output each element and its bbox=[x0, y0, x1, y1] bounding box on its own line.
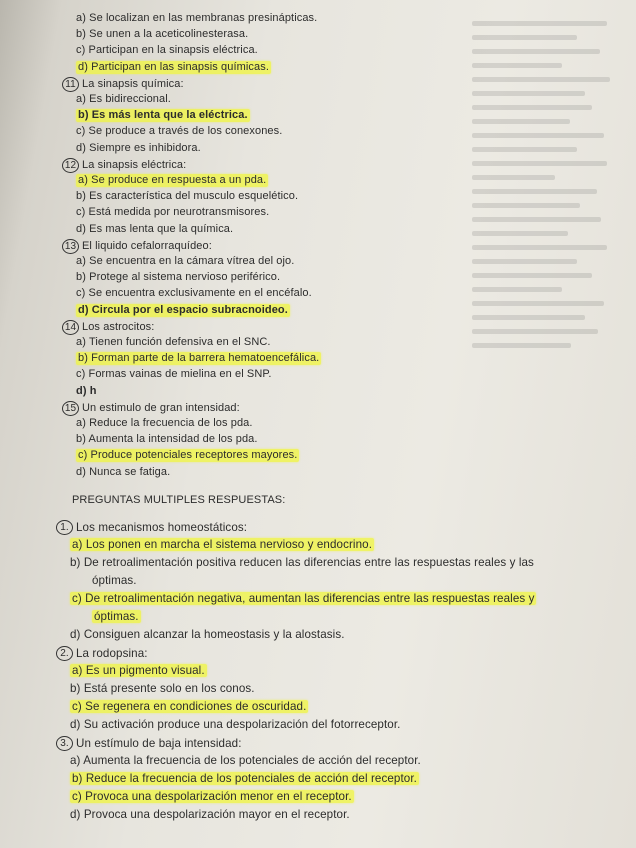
question-number-circle: 15 bbox=[62, 401, 79, 416]
highlighted-text: d) Participan en las sinapsis químicas. bbox=[78, 60, 269, 73]
line-text: b) Está presente solo en los conos. bbox=[70, 682, 255, 695]
highlighted-text: c) Se regenera en condiciones de oscuridad. bbox=[72, 700, 307, 713]
line-text: La sinapsis eléctrica: bbox=[82, 159, 187, 172]
answer-option bbox=[76, 28, 248, 41]
highlighted-text: a) Se produce en respuesta a un pda. bbox=[78, 174, 267, 186]
line-text: b) Aumenta la intensidad de los pda. bbox=[76, 433, 258, 446]
answer-option bbox=[76, 223, 233, 236]
highlighted-text: b) Forman parte de la barrera hematoencefálica. bbox=[78, 352, 320, 365]
question-number-circle: 2. bbox=[56, 646, 73, 661]
highlighted-text: c) De retroalimentación negativa, aumentan las diferencias entre las respuestas reales y bbox=[72, 592, 535, 605]
line-text: El liquido cefalorraquídeo: bbox=[82, 240, 212, 253]
line-text: c) Se produce a través de los conexones. bbox=[76, 125, 283, 138]
question-number-circle: 3. bbox=[56, 736, 73, 751]
line-text: b) Se unen a la aceticolinesterasa. bbox=[76, 28, 249, 41]
question-heading bbox=[62, 77, 184, 92]
answer-option bbox=[70, 700, 308, 713]
answer-option bbox=[76, 433, 258, 446]
line-text: c) Está medida por neurotransmisores. bbox=[76, 206, 270, 219]
answer-option bbox=[76, 109, 250, 122]
question-heading bbox=[56, 736, 242, 751]
section-title: PREGUNTAS MULTIPLES RESPUESTAS: bbox=[72, 494, 286, 506]
line-text: óptimas. bbox=[92, 574, 137, 587]
highlighted-text: d) Circula por el espacio subracnoideo. bbox=[78, 303, 288, 316]
answer-option bbox=[92, 574, 137, 587]
question-heading bbox=[62, 401, 240, 416]
line-text: d) Su activación produce una despolarización del fotorreceptor. bbox=[70, 718, 401, 731]
answer-option bbox=[76, 417, 253, 430]
answer-option bbox=[70, 808, 350, 821]
line-text: a) Se localizan en las membranas presinápticas. bbox=[76, 12, 318, 24]
highlighted-text: a) Los ponen en marcha el sistema nervioso y endocrino. bbox=[72, 538, 373, 551]
line-text: Los astrocitos: bbox=[82, 321, 155, 334]
answer-option bbox=[76, 142, 201, 155]
answer-option bbox=[76, 287, 312, 300]
answer-option bbox=[70, 682, 255, 695]
answer-option bbox=[76, 466, 170, 479]
line-text: d) Consiguen alcanzar la homeostasis y la alostasis. bbox=[70, 628, 345, 641]
line-text: d) Es mas lenta que la química. bbox=[76, 222, 234, 235]
line-text: La rodopsina: bbox=[76, 646, 148, 660]
bleed-through-text bbox=[472, 12, 622, 482]
answer-option bbox=[70, 754, 421, 767]
highlighted-text: c) Produce potenciales receptores mayores. bbox=[78, 449, 298, 462]
line-text: a) Reduce la frecuencia de los pda. bbox=[76, 417, 253, 429]
answer-option bbox=[76, 206, 269, 219]
question-heading bbox=[62, 320, 154, 335]
line-text: La sinapsis química: bbox=[82, 78, 184, 91]
answer-option bbox=[70, 790, 354, 803]
line-text: a) Tienen función defensiva en el SNC. bbox=[76, 336, 271, 348]
line-text: d) h bbox=[76, 384, 97, 397]
line-text: b) De retroalimentación positiva reducen las diferencias entre las respuestas reales y las bbox=[70, 556, 534, 569]
highlighted-text: b) Reduce la frecuencia de los potenciales de acción del receptor. bbox=[72, 772, 417, 785]
highlighted-text: a) Es un pigmento visual. bbox=[72, 664, 205, 677]
line-text: c) Se encuentra exclusivamente en el encéfalo. bbox=[76, 287, 312, 300]
highlighted-text: óptimas. bbox=[94, 610, 139, 623]
answer-option bbox=[76, 93, 171, 106]
line-text: d) Siempre es inhibidora. bbox=[76, 141, 201, 154]
question-number-circle: 14 bbox=[62, 320, 79, 335]
answer-option bbox=[76, 12, 317, 25]
answer-option bbox=[70, 718, 400, 731]
answer-option bbox=[70, 592, 536, 605]
answer-option bbox=[70, 772, 419, 785]
answer-option bbox=[76, 61, 271, 74]
answer-option bbox=[76, 352, 321, 365]
answer-option bbox=[70, 664, 207, 677]
question-number-circle: 11 bbox=[62, 77, 79, 92]
line-text: a) Es bidireccional. bbox=[76, 93, 171, 105]
answer-option bbox=[76, 125, 282, 138]
question-heading bbox=[62, 239, 212, 254]
line-text: Un estimulo de gran intensidad: bbox=[82, 402, 240, 415]
answer-option bbox=[70, 628, 345, 641]
question-number-circle: 12 bbox=[62, 158, 79, 173]
answer-option bbox=[70, 538, 374, 551]
line-text: b) Protege al sistema nervioso periférico. bbox=[76, 271, 281, 284]
line-text: Los mecanismos homeostáticos: bbox=[76, 520, 248, 534]
question-heading bbox=[56, 646, 148, 661]
answer-option bbox=[76, 271, 280, 284]
answer-option bbox=[92, 610, 141, 623]
answer-option bbox=[76, 190, 298, 203]
line-text: c) Formas vainas de mielina en el SNP. bbox=[76, 368, 272, 381]
question-number-circle: 1. bbox=[56, 520, 73, 535]
highlighted-text: b) Es más lenta que la eléctrica. bbox=[78, 109, 248, 122]
question-heading bbox=[62, 158, 186, 173]
answer-option bbox=[76, 385, 97, 398]
question-number-circle: 13 bbox=[62, 239, 79, 254]
highlighted-text: c) Provoca una despolarización menor en el receptor. bbox=[72, 790, 352, 803]
line-text: a) Se encuentra en la cámara vítrea del ojo. bbox=[76, 255, 295, 267]
line-text: a) Aumenta la frecuencia de los potenciales de acción del receptor. bbox=[70, 754, 421, 767]
line-text: b) Es característica del musculo esquelético. bbox=[76, 190, 299, 203]
line-text: d) Provoca una despolarización mayor en el receptor. bbox=[70, 808, 350, 821]
answer-option bbox=[76, 44, 258, 57]
answer-option bbox=[70, 556, 534, 569]
question-heading bbox=[56, 520, 247, 535]
line-text: d) Nunca se fatiga. bbox=[76, 465, 171, 478]
answer-option bbox=[76, 255, 294, 268]
answer-option bbox=[76, 174, 268, 187]
line-text: Un estímulo de baja intensidad: bbox=[76, 736, 242, 750]
answer-option bbox=[76, 449, 299, 462]
answer-option bbox=[76, 368, 272, 381]
answer-option bbox=[76, 336, 271, 349]
line-text: c) Participan en la sinapsis eléctrica. bbox=[76, 44, 258, 57]
answer-option bbox=[76, 304, 290, 317]
